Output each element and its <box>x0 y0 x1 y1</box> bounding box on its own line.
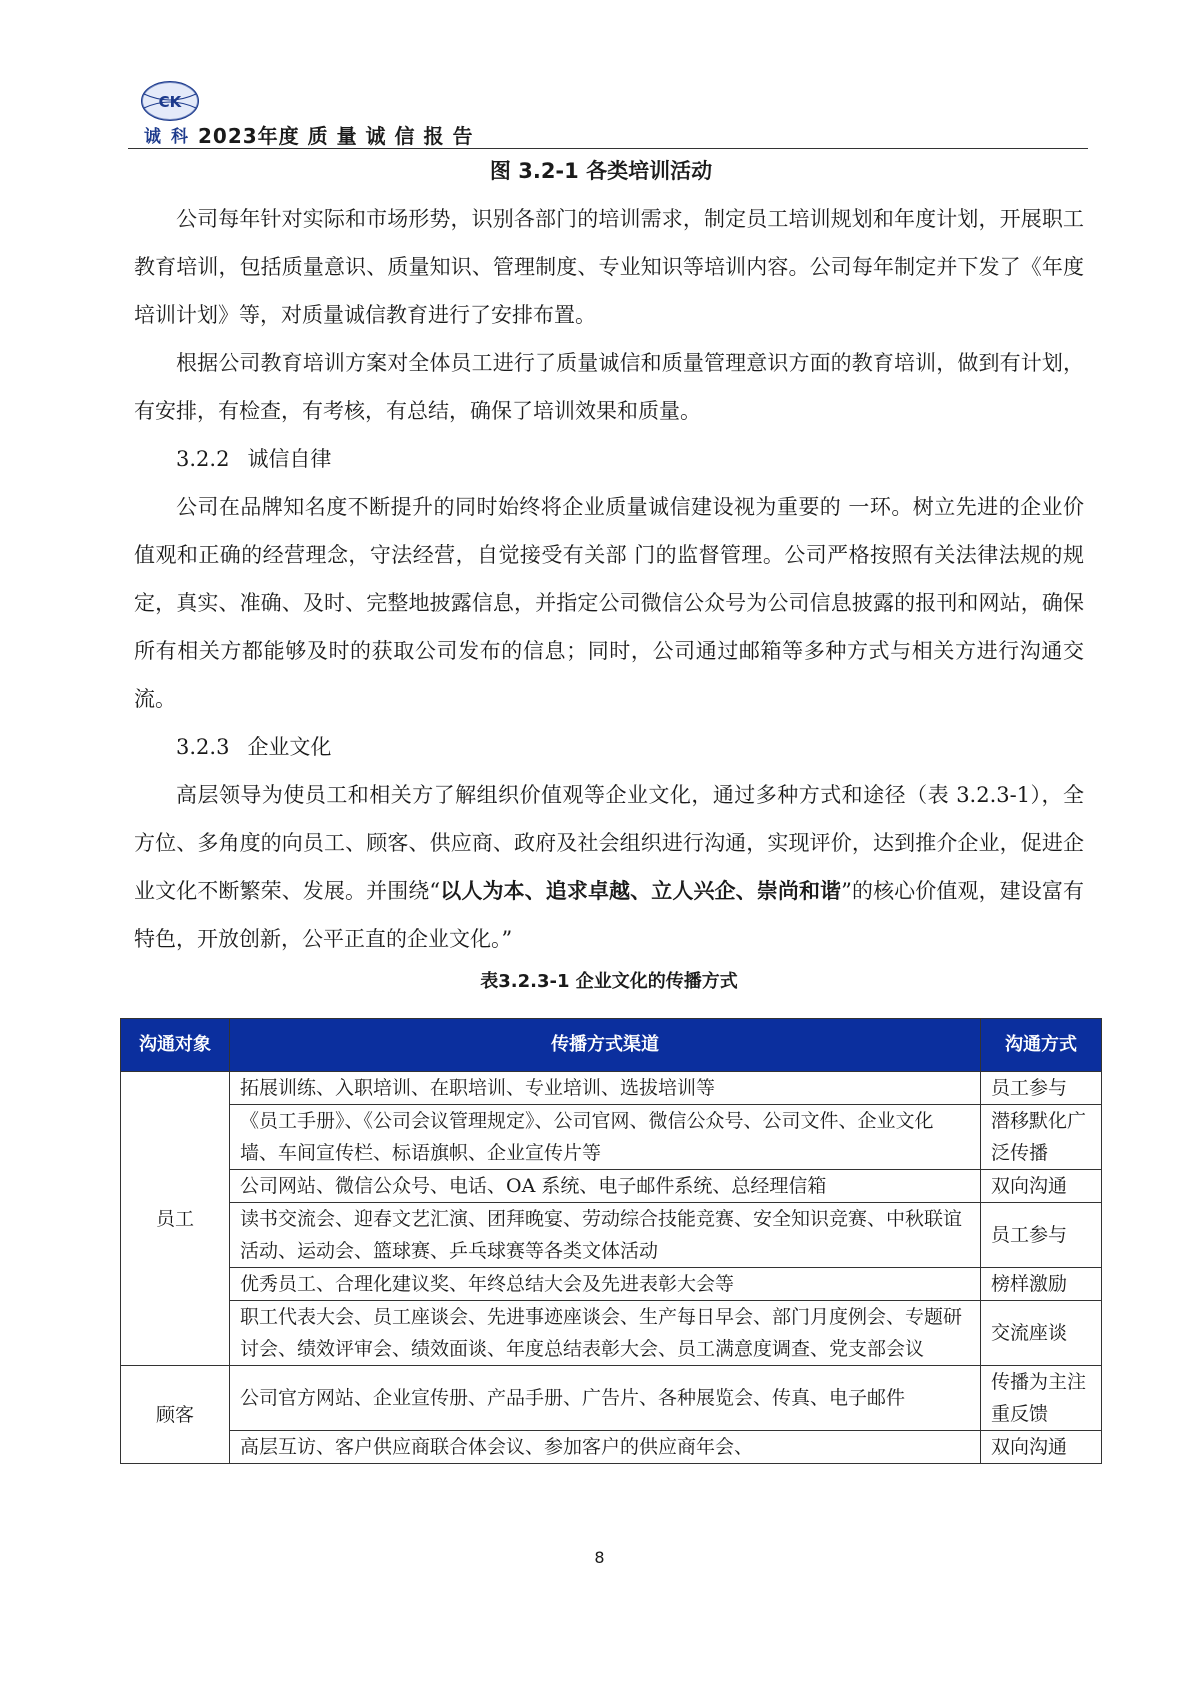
table-row <box>121 1268 1102 1301</box>
company-logo-icon <box>140 80 200 122</box>
header-divider <box>128 148 1088 149</box>
logo-letters: CK <box>158 93 182 111</box>
paragraph-culture-part1: 高层领导为使员工和相关方了解组织价值观等企业文化，通过多种方式和途径（表 3.2.3-1），全方位、多角度的向员工、顾客、供应商、政府及社会组织进行沟通，实现评价，达到推介企业，促进企业文化不断繁荣、发展。并围绕“ <box>134 783 1084 903</box>
header-channel: 传播方式渠道 <box>230 1019 981 1072</box>
method-cell: 员工参与 <box>981 1203 1102 1268</box>
table-row <box>121 1105 1102 1170</box>
paragraph-training-scheme: 根据公司教育培训方案对全体员工进行了质量诚信和质量管理意识方面的教育培训，做到有计划，有安排，有检查，有考核，有总结，确保了培训效果和质量。 <box>134 351 1084 423</box>
channel-cell: 高层互访、客户供应商联合体会议、参加客户的供应商年会、 <box>230 1431 981 1464</box>
channel-cell: 读书交流会、迎春文艺汇演、团拜晚宴、劳动综合技能竞赛、安全知识竞赛、中秋联谊活动、运动会、篮球赛、乒乓球赛等各类文体活动 <box>230 1203 981 1268</box>
table-row <box>121 1431 1102 1464</box>
method-cell: 传播为主注重反馈 <box>981 1366 1102 1431</box>
logo-text: 诚科 <box>144 127 198 147</box>
core-values: 以人为本、追求卓越、立人兴企、崇尚和谐 <box>440 878 842 903</box>
paragraph-integrity: 公司在品牌知名度不断提升的同时始终将企业质量诚信建设视为重要的 一环。树立先进的企业价值观和正确的经营理念，守法经营，自觉接受有关部 门的监督管理。公司严格按照有关法律法规的规定，真实、准确、及时、完整地披露信息，并指定公司微信公众号为公司信息披露的报刊和网站，确保所有相关方都能够及时的获取公司发布的信息；同时，公司通过邮箱等多种方式与相关方进行沟通交流。 <box>134 495 1084 711</box>
section-title: 企业文化 <box>247 735 332 759</box>
table-row <box>121 1072 1102 1105</box>
target-customer: 顾客 <box>121 1366 230 1464</box>
section-number: 3.2.2 <box>176 447 230 471</box>
paragraph-culture <box>134 771 1084 963</box>
channel-cell: 公司官方网站、企业宣传册、产品手册、广告片、各种展览会、传真、电子邮件 <box>230 1366 981 1431</box>
figure-caption: 图 3.2-1 各类培训活动 <box>489 159 713 183</box>
section-title: 诚信自律 <box>247 447 332 471</box>
paragraph-training-plan: 公司每年针对实际和市场形势，识别各部门的培训需求，制定员工培训规划和年度计划，开展职工教育培训，包括质量意识、质量知识、管理制度、专业知识等培训内容。公司每年制定并下发了《年度培训计划》等，对质量诚信教育进行了安排布置。 <box>134 207 1084 327</box>
section-heading-322 <box>134 435 1084 483</box>
table-row <box>121 1170 1102 1203</box>
paragraph-culture-part2: ”的核心价值观，建设富有特色，开放创新，公平正直的企业文化。” <box>134 879 1084 951</box>
table-row <box>121 1203 1102 1268</box>
method-cell: 员工参与 <box>981 1072 1102 1105</box>
method-cell: 潜移默化广泛传播 <box>981 1105 1102 1170</box>
table-header-row <box>121 1019 1102 1072</box>
table-caption: 表3.2.3-1 企业文化的传播方式 <box>480 971 738 992</box>
method-cell: 榜样激励 <box>981 1268 1102 1301</box>
page-number: 8 <box>594 1548 605 1567</box>
table-row <box>121 1366 1102 1431</box>
channel-cell: 优秀员工、合理化建议奖、年终总结大会及先进表彰大会等 <box>230 1268 981 1301</box>
table-row <box>121 1301 1102 1366</box>
channel-cell: 公司网站、微信公众号、电话、OA 系统、电子邮件系统、总经理信箱 <box>230 1170 981 1203</box>
method-cell: 交流座谈 <box>981 1301 1102 1366</box>
report-title: 2023年度 质 量 诚 信 报 告 <box>198 124 474 148</box>
page-body <box>134 155 1084 1005</box>
header-method: 沟通方式 <box>981 1019 1102 1072</box>
header-target: 沟通对象 <box>121 1019 230 1072</box>
target-employee: 员工 <box>121 1072 230 1366</box>
section-number: 3.2.3 <box>176 735 230 759</box>
section-heading-323 <box>134 723 1084 771</box>
channel-cell: 拓展训练、入职培训、在职培训、专业培训、选拔培训等 <box>230 1072 981 1105</box>
method-cell: 双向沟通 <box>981 1431 1102 1464</box>
channel-cell: 《员工手册》、《公司会议管理规定》、公司官网、微信公众号、公司文件、企业文化墙、车间宣传栏、标语旗帜、企业宣传片等 <box>230 1105 981 1170</box>
culture-table <box>120 1018 1102 1464</box>
page-header <box>128 78 1088 150</box>
channel-cell: 职工代表大会、员工座谈会、先进事迹座谈会、生产每日早会、部门月度例会、专题研讨会、绩效评审会、绩效面谈、年度总结表彰大会、员工满意度调查、党支部会议 <box>230 1301 981 1366</box>
method-cell: 双向沟通 <box>981 1170 1102 1203</box>
